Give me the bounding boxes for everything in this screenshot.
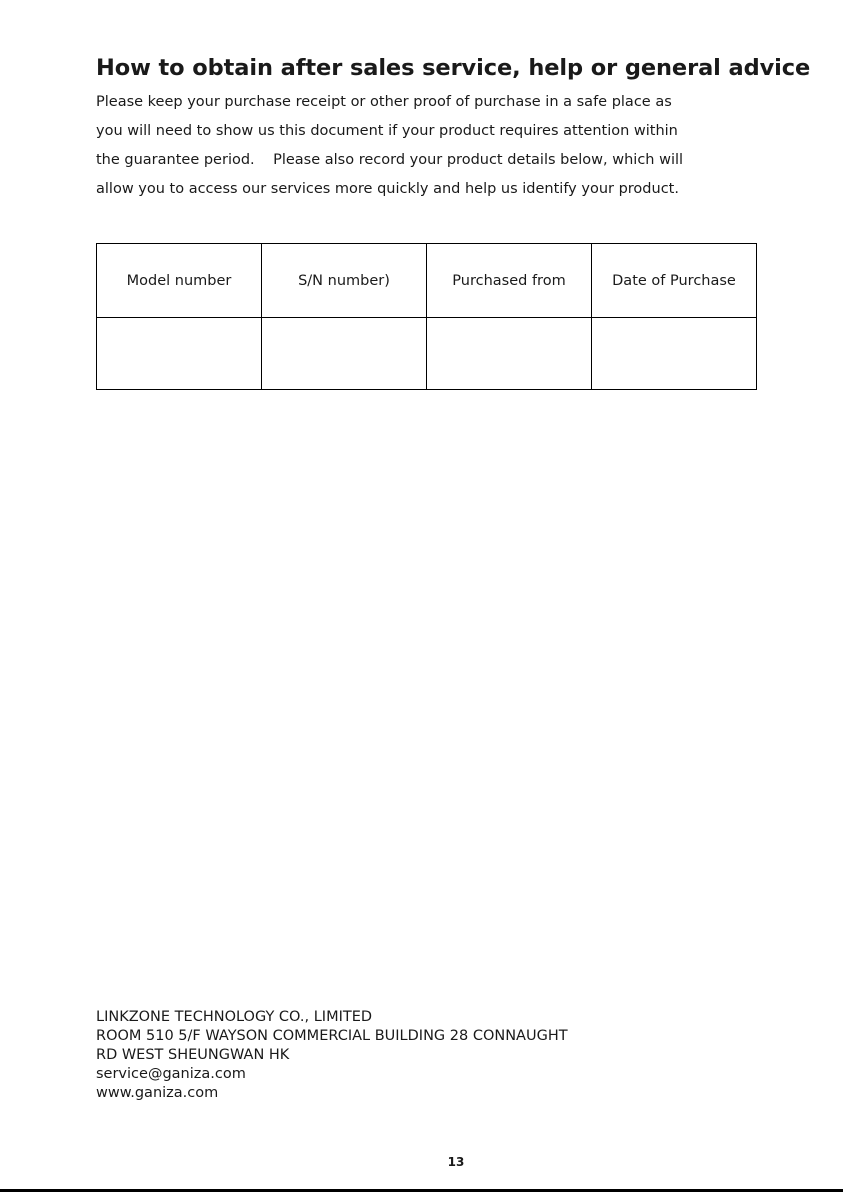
table-row	[97, 318, 757, 390]
address-line: ROOM 510 5/F WAYSON COMMERCIAL BUILDING 28 CONNAUGHT	[96, 1028, 568, 1044]
header-date-of-purchase: Date of Purchase	[592, 244, 757, 318]
contact-email: service@ganiza.com	[96, 1066, 246, 1082]
intro-line: the guarantee period. Please also record your product details below, which will	[96, 152, 684, 168]
company-name: LINKZONE TECHNOLOGY CO., LIMITED	[96, 1009, 373, 1025]
product-details-table	[96, 243, 757, 390]
intro-paragraph	[96, 88, 776, 204]
cell-model-number[interactable]	[97, 318, 262, 390]
page-heading: How to obtain after sales service, help or general advice	[96, 55, 811, 81]
intro-line: allow you to access our services more quickly and help us identify your product.	[96, 181, 679, 197]
cell-sn-number[interactable]	[262, 318, 427, 390]
header-model-number: Model number	[97, 244, 262, 318]
company-address	[96, 1008, 796, 1103]
header-purchased-from: Purchased from	[427, 244, 592, 318]
intro-line: you will need to show us this document if your product requires attention within	[96, 123, 678, 139]
header-sn-number: S/N number)	[262, 244, 427, 318]
cell-date-of-purchase[interactable]	[592, 318, 757, 390]
table-header-row	[97, 244, 757, 318]
intro-line: Please keep your purchase receipt or other proof of purchase in a safe place as	[96, 94, 672, 110]
website: www.ganiza.com	[96, 1085, 219, 1101]
page-number: 13	[447, 1155, 465, 1169]
cell-purchased-from[interactable]	[427, 318, 592, 390]
address-line: RD WEST SHEUNGWAN HK	[96, 1047, 290, 1063]
